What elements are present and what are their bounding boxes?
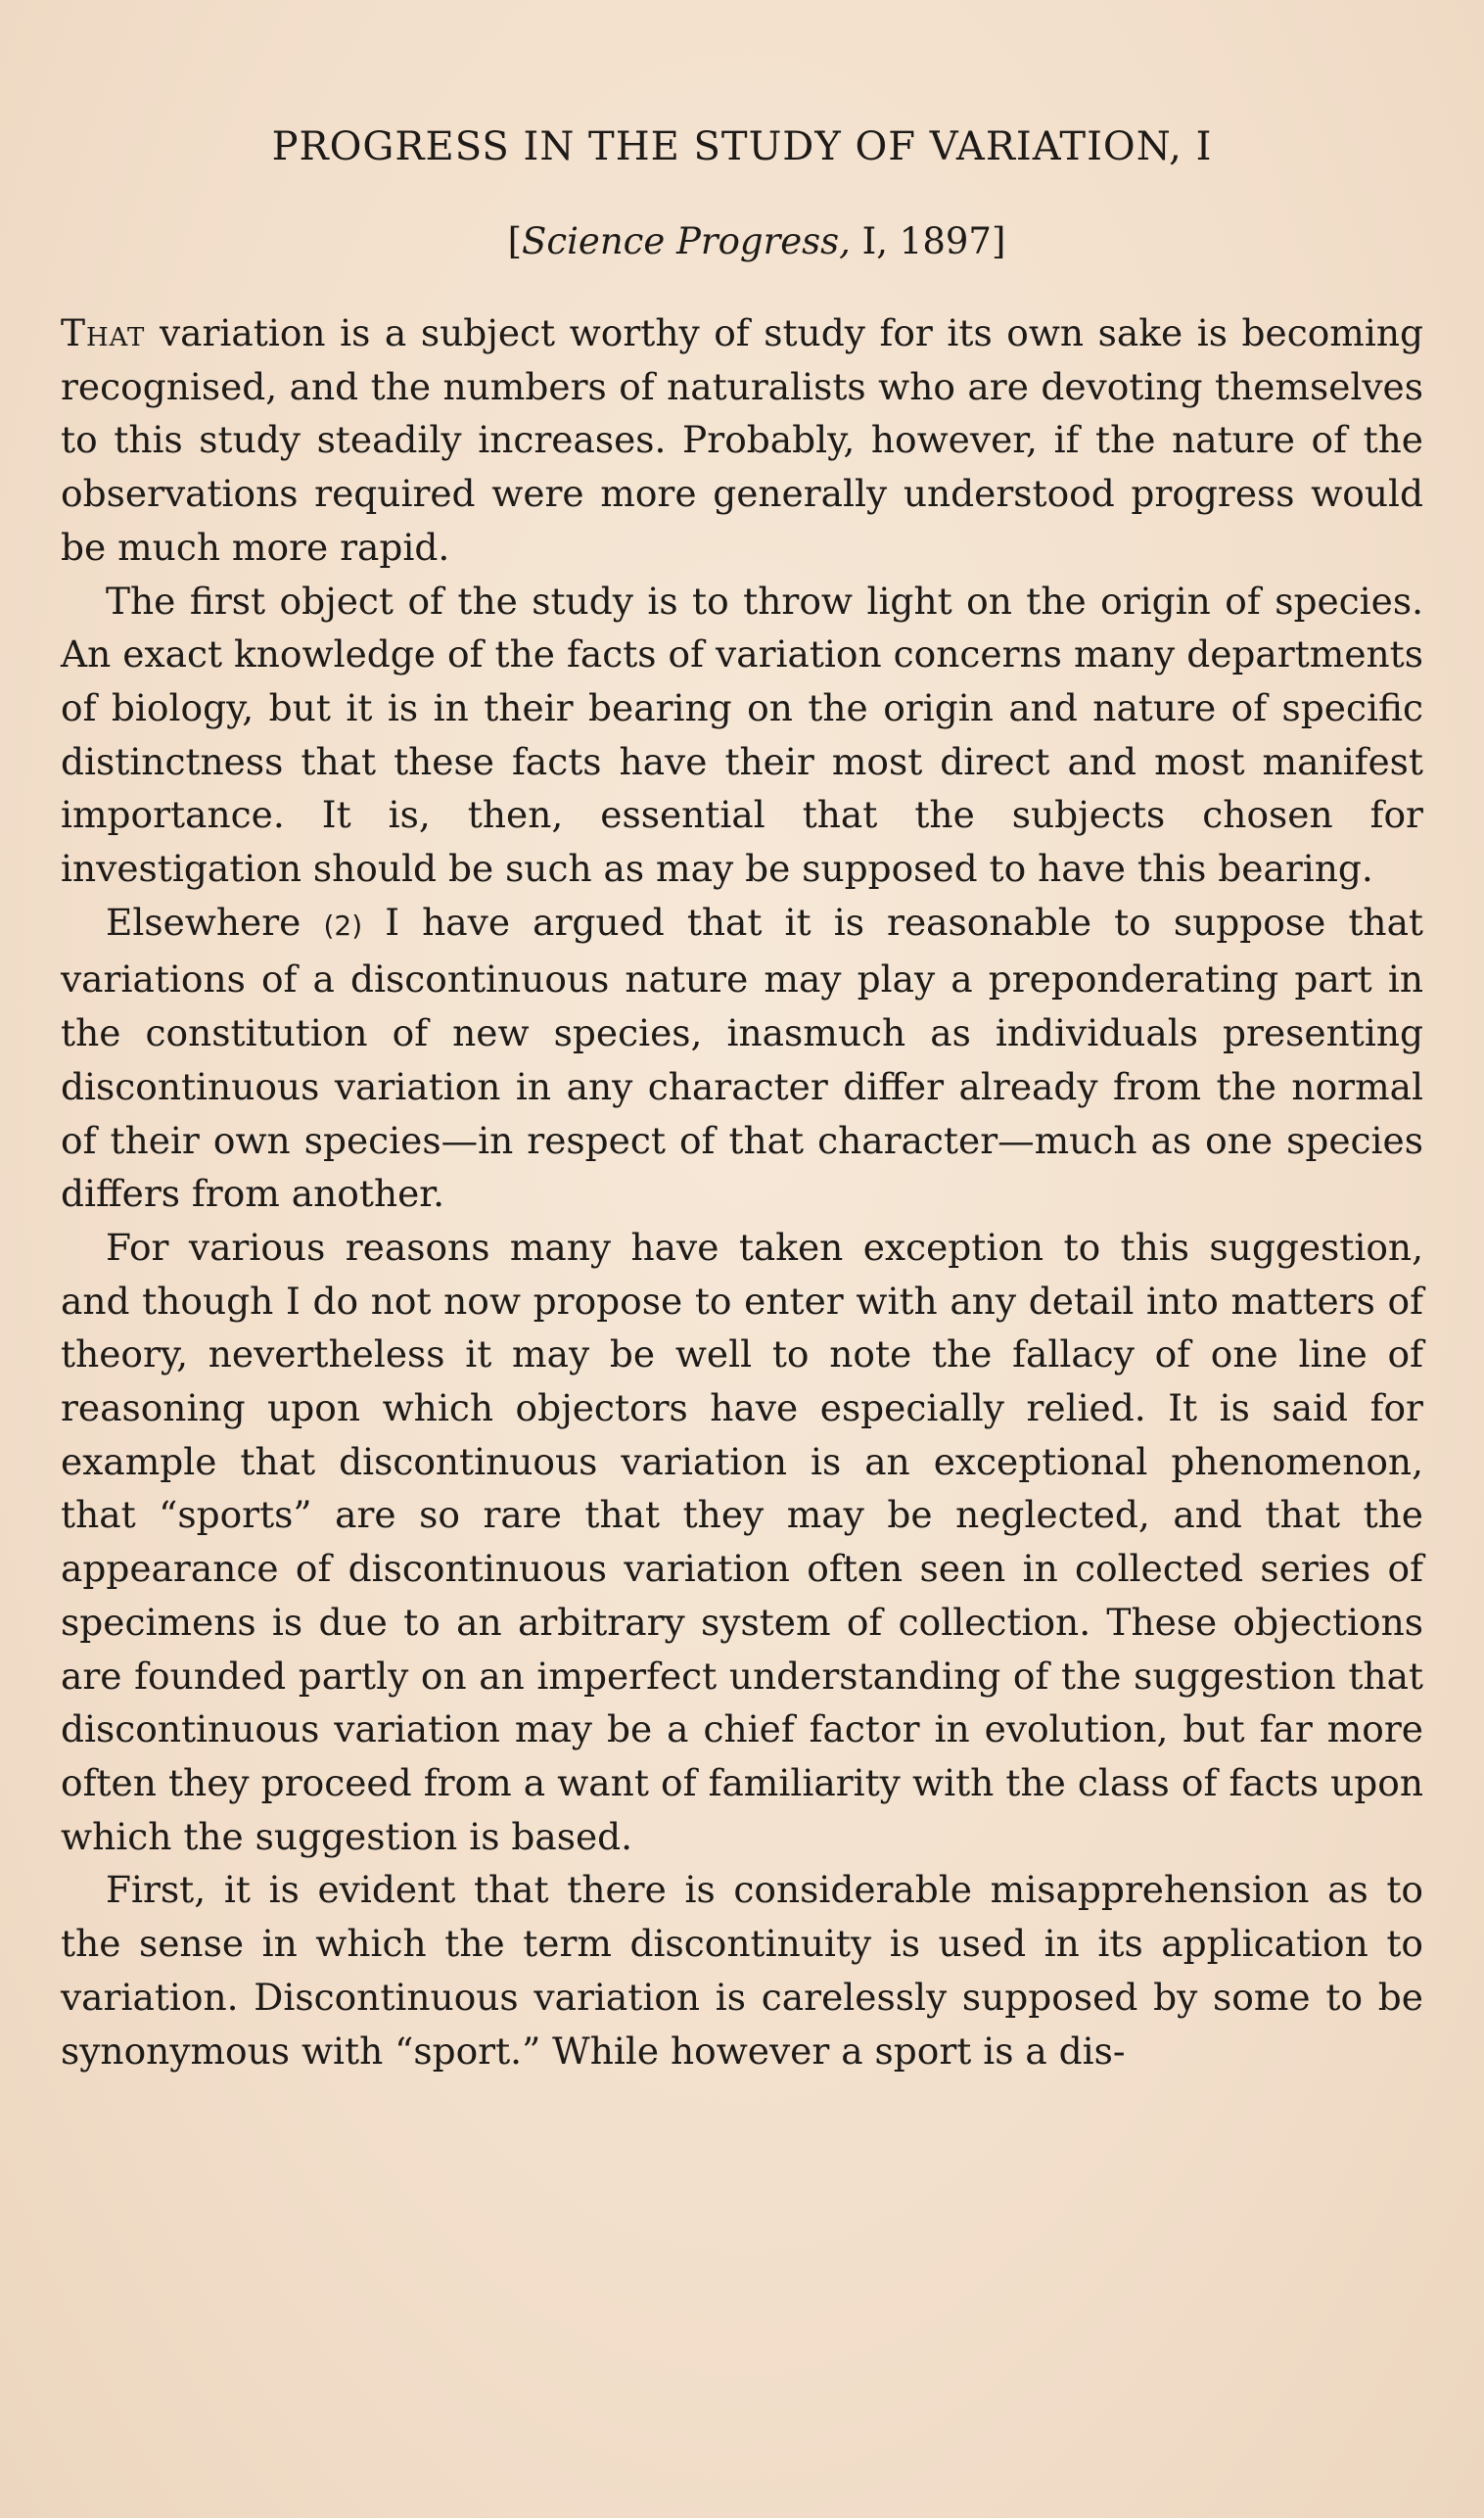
paragraph-1-text: variation is a subject worthy of study for its own sake is becoming recognised, and the numbers of naturalists who are devoting themselves to this study steadily increases. Probably, however, if the nature of the observations required were more generally understood progress would be much more rapid. (61, 311, 1423, 569)
source-citation (90, 220, 1423, 262)
source-bracket-open: [ (507, 220, 523, 262)
paragraph-lead-word: That (61, 311, 146, 354)
article-title: PROGRESS IN THE STUDY OF VARIATION, I (271, 124, 1213, 169)
paragraph-3-start: Elsewhere (106, 900, 301, 944)
paragraph-5: First, it is evident that there is considerable misapprehension as to the sense in which the term discontinuity is used in its application to variation. Discontinuous variation is carelessly supposed by some to be synonymous with “sport.” While however a sport is a dis- (61, 1868, 1423, 2073)
page (61, 124, 1424, 2077)
paragraph-1 (61, 306, 1423, 575)
paragraph-3 (61, 896, 1423, 1221)
paragraph-3-text: I have argued that it is reasonable to suppose that variations of a discontinuous nature may play a preponderating part in the constitution of new species, inasmuch as individuals presenting discontinuous variation in any character differ already from the normal of their own species—in respect of that character—much as one species differs from another. (61, 900, 1424, 1216)
paragraph-4: For various reasons many have taken exception to this suggestion, and though I do not now propose to enter with any detail into matters of theory, nevertheless it may be well to note the fallacy of one line of reasoning upon which objectors have especially relied. It is said for example that discontinuous variation is an exceptional phenomenon, that “sports” are so rare that they may be neglected, and that the appearance of discontinuous variation often seen in collected series of specimens is due to an arbitrary system of collection. These objections are founded partly on an imperfect understanding of the suggestion that discontinuous variation may be a chief factor in evolution, but far more often they proceed from a want of familiarity with the class of facts upon which the suggestion is based. (61, 1225, 1423, 1858)
paragraph-2: The first object of the study is to throw light on the origin of species. An exact knowledge of the facts of variation concerns many departments of biology, but it is in their bearing on the origin and nature of specific distinctness that these facts have their most direct and most manifest importance. It is, then, essential that the subjects chosen for investigation should be such as may be supposed to have this bearing. (61, 579, 1423, 891)
footnote-reference: (2) (323, 909, 363, 942)
source-volume-year: I, 1897] (850, 220, 1006, 262)
source-journal: Science Progress, (522, 220, 851, 262)
